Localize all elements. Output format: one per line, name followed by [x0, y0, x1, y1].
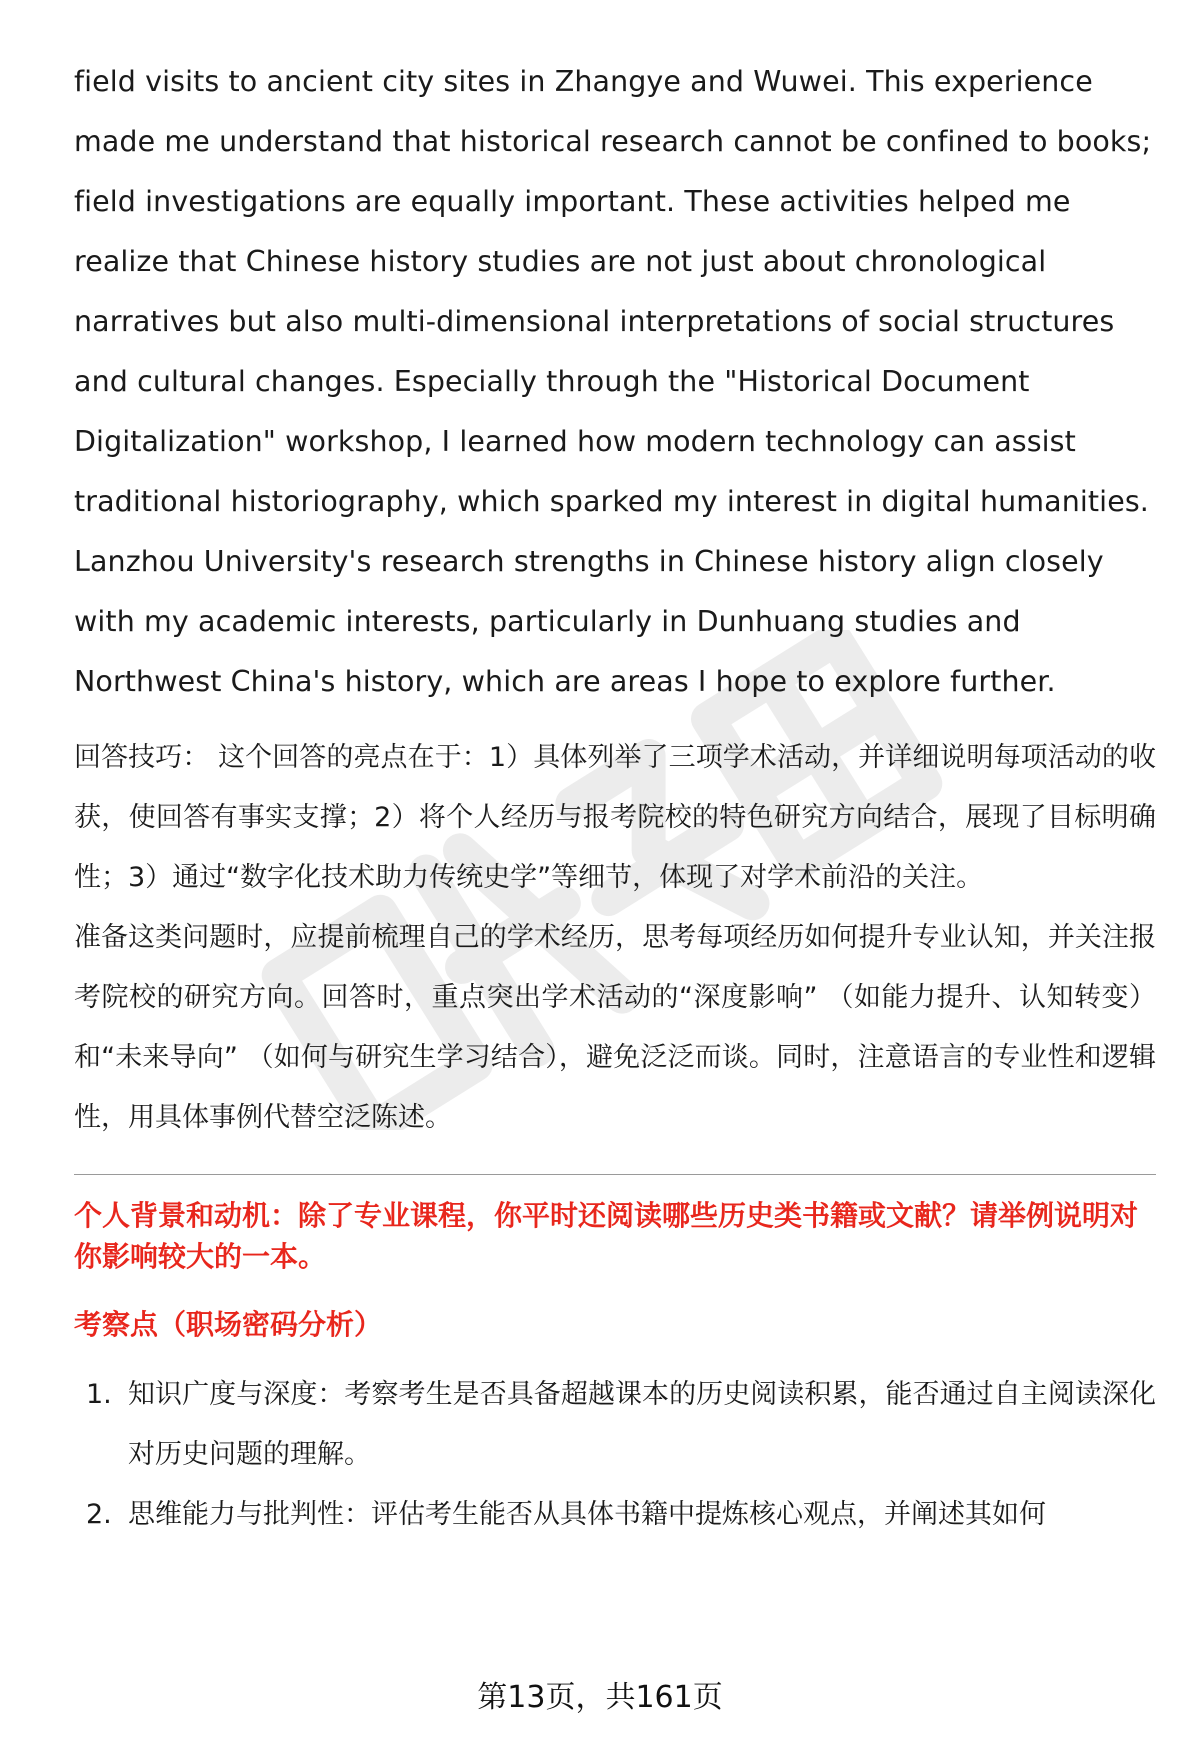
document-page	[74, 52, 1156, 1545]
exam-points-heading: 考察点（职场密码分析）	[74, 1308, 383, 1341]
section-divider	[74, 1174, 1156, 1175]
list-item	[74, 1365, 1156, 1485]
list-item	[74, 1485, 1156, 1545]
list-item-text: 知识广度与深度：考察考生是否具备超越课本的历史阅读积累，能否通过自主阅读深化对历史问题的理解。	[128, 1379, 1156, 1470]
question-title: 个人背景和动机：除了专业课程，你平时还阅读哪些历史类书籍或文献？请举例说明对你影响较大的一本。	[74, 1199, 1139, 1273]
list-item-number: 1.	[86, 1379, 112, 1410]
list-item-number: 2.	[86, 1499, 112, 1530]
preparation-advice-paragraph: 准备这类问题时，应提前梳理自己的学术经历，思考每项经历如何提升专业认知，并关注报考院校的研究方向。回答时，重点突出学术活动的“深度影响” （如能力提升、认知转变）和“未来导向” （如何与研究生学习结合），避免泛泛而谈。同时，注意语言的专业性和逻辑性，用具体事例代替空泛陈述。	[74, 922, 1156, 1133]
english-answer-paragraph: field visits to ancient city sites in Zhangye and Wuwei. This experience made me understand that historical research cannot be confined to books; field investigations are equally important. These activities helped me realize that Chinese history studies are not just about chronological narratives but also multi-dimensional interpretations of social structures and cultural changes. Especially through the "Historical Document Digitalization" workshop, I learned how modern technology can assist traditional historiography, which sparked my interest in digital humanities. Lanzhou University's research strengths in Chinese history align closely with my academic interests, particularly in Dunhuang studies and Northwest China's history, which are areas I hope to explore further.	[74, 65, 1152, 698]
answer-tips-paragraph: 回答技巧： 这个回答的亮点在于：1）具体列举了三项学术活动，并详细说明每项活动的收获，使回答有事实支撑；2）将个人经历与报考院校的特色研究方向结合，展现了目标明确性；3）通过“数字化技术助力传统史学”等细节，体现了对学术前沿的关注。	[74, 742, 1156, 893]
exam-points-list	[74, 1365, 1156, 1545]
list-item-text: 思维能力与批判性：评估考生能否从具体书籍中提炼核心观点，并阐述其如何	[128, 1499, 1046, 1530]
page-footer: 第13页，共161页	[477, 1680, 723, 1715]
